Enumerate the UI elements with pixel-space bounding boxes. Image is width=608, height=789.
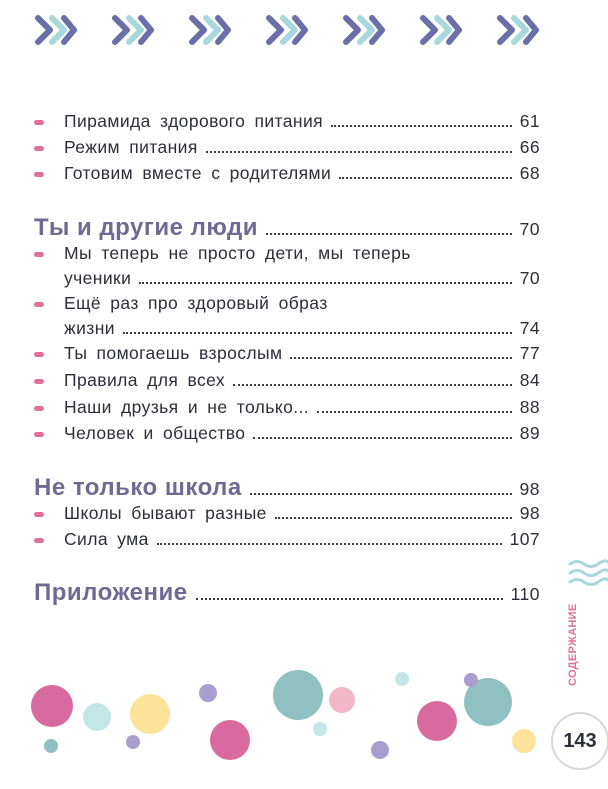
decorative-circle [417, 701, 457, 741]
decorative-circle [210, 720, 250, 760]
leader-dots [275, 517, 512, 519]
toc-section [34, 472, 540, 502]
leader-dots [317, 411, 512, 413]
toc-entry-continuation [64, 267, 540, 289]
toc-section-title: Не только школа [34, 474, 242, 501]
bullet-icon [34, 172, 44, 177]
toc-entry [34, 136, 540, 158]
decorative-circles [0, 640, 608, 789]
bullet-icon [34, 538, 44, 543]
toc-entry-title: Человек и общество [64, 423, 246, 443]
toc-entry-title-continuation: ученики [64, 268, 132, 288]
toc-page-number: 68 [519, 163, 540, 183]
leader-dots [290, 357, 511, 359]
toc-entry-title: Наши друзья и не только... [64, 397, 309, 417]
toc-section-title: Ты и другие люди [34, 214, 259, 241]
leader-dots [331, 125, 512, 127]
toc-page-number: 88 [519, 397, 540, 417]
page-number-badge: 143 [551, 712, 608, 770]
toc-entry [34, 528, 540, 550]
toc-page-number: 70 [519, 268, 540, 288]
bullet-icon [34, 120, 44, 125]
decorative-circle [371, 741, 389, 759]
toc-entry [34, 242, 540, 264]
toc-page-number: 107 [509, 529, 540, 549]
toc-entry [34, 369, 540, 391]
bullet-icon [34, 432, 44, 437]
toc-page-number: 61 [519, 111, 540, 131]
toc-page-number: 84 [519, 370, 540, 390]
decorative-circle [199, 684, 217, 702]
toc-page-number: 110 [510, 584, 540, 604]
decorative-circle [464, 673, 478, 687]
leader-dots [253, 437, 511, 439]
leader-dots [196, 598, 503, 600]
toc-page-number: 89 [519, 423, 540, 443]
decorative-circle [31, 685, 73, 727]
decorative-circle [126, 735, 140, 749]
bullet-icon [34, 379, 44, 384]
decorative-circle [512, 729, 536, 753]
leader-dots [266, 233, 511, 235]
toc-entry [34, 396, 540, 418]
decorative-circle [329, 687, 355, 713]
decorative-circle [44, 739, 58, 753]
toc-entry [34, 292, 540, 314]
toc-page-number: 98 [519, 503, 540, 523]
toc-entry-continuation [64, 317, 540, 339]
toc-entry [34, 422, 540, 444]
decorative-circle [130, 694, 170, 734]
bullet-icon [34, 352, 44, 357]
toc-entry-title: Правила для всех [64, 370, 226, 390]
leader-dots [139, 282, 511, 284]
toc-entry-title: Школы бывают разные [64, 503, 267, 523]
toc-section [34, 212, 540, 242]
toc-entry-title: Мы теперь не просто дети, мы теперь [64, 243, 411, 263]
toc-entry-title: Ещё раз про здоровый образ [64, 293, 328, 313]
toc-entry-title: Сила ума [64, 529, 149, 549]
toc-entry-title: Ты помогаешь взрослым [64, 343, 283, 363]
toc-page-number: 70 [519, 219, 540, 239]
toc-entry [34, 342, 540, 364]
leader-dots [233, 384, 512, 386]
bullet-icon [34, 252, 44, 257]
leader-dots [339, 177, 512, 179]
leader-dots [206, 151, 512, 153]
toc-page-number: 66 [519, 137, 540, 157]
leader-dots [123, 332, 512, 334]
leader-dots [157, 543, 502, 545]
toc-entry-title: Режим питания [64, 137, 198, 157]
toc-entry-title-continuation: жизни [64, 318, 115, 338]
toc-entry [34, 162, 540, 184]
wave-ornament-icon [568, 558, 608, 588]
section-side-label: СОДЕРЖАНИЕ [567, 603, 579, 687]
toc-entry-title: Пирамида здорового питания [64, 111, 324, 131]
bullet-icon [34, 406, 44, 411]
decorative-circle [313, 722, 327, 736]
decorative-circle [83, 703, 111, 731]
bullet-icon [34, 302, 44, 307]
toc-page-number: 98 [519, 479, 540, 499]
bullet-icon [34, 146, 44, 151]
toc-section [34, 577, 540, 607]
toc-page-number: 77 [519, 343, 540, 363]
bullet-icon [34, 512, 44, 517]
toc-page-number: 74 [519, 318, 540, 338]
decorative-circle [273, 670, 323, 720]
toc-entry-title: Готовим вместе с родителями [64, 163, 332, 183]
toc-section-title: Приложение [34, 579, 188, 606]
toc-entry [34, 502, 540, 524]
toc-entry [34, 110, 540, 132]
leader-dots [250, 493, 512, 495]
decorative-circle [395, 672, 409, 686]
